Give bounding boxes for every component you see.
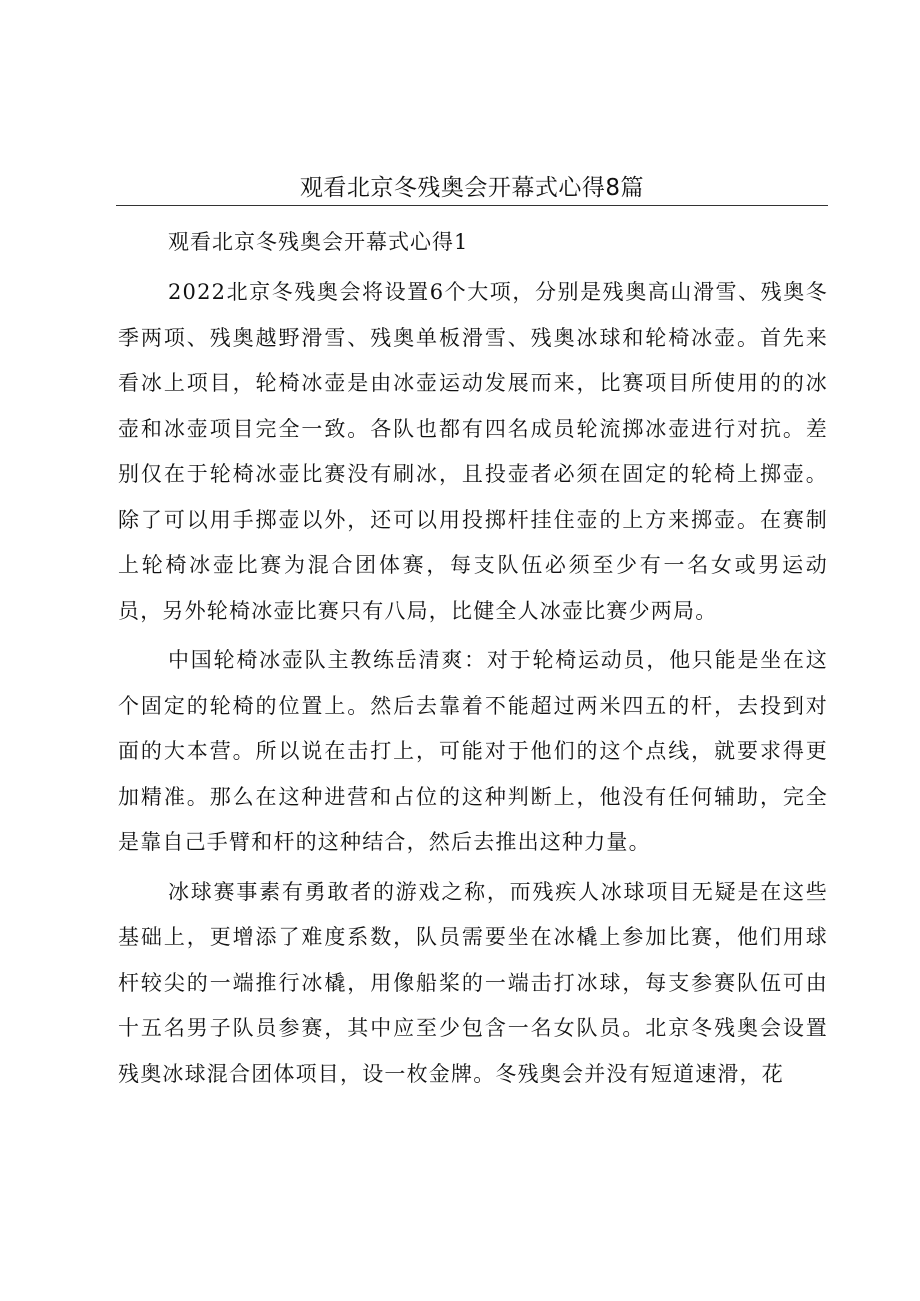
document-body	[118, 224, 828, 1097]
paragraph-3: 冰球赛事素有勇敢者的游戏之称，而残疾人冰球项目无疑是在这些基础上，更增添了难度系数，队员需要坐在冰橇上参加比赛，他们用球杆较尖的一端推行冰橇，用像船桨的一端击打冰球，每支参赛队伍可由十五名男子队员参赛，其中应至少包含一名女队员。北京冬残奥会设置残奥冰球混合团体项目，设一枚金牌。冬残奥会并没有短道速滑，花	[118, 879, 828, 1086]
paragraph-1: 2022北京冬残奥会将设置6个大项，分别是残奥高山滑雪、残奥冬季两项、残奥越野滑雪、残奥单板滑雪、残奥冰球和轮椅冰壶。首先来看冰上项目，轮椅冰壶是由冰壶运动发展而来，比赛项目所使用的的冰壶和冰壶项目完全一致。各队也都有四名成员轮流掷冰壶进行对抗。差别仅在于轮椅冰壶比赛没有刷冰，且投壶者必须在固定的轮椅上掷壶。除了可以用手掷壶以外，还可以用投掷杆挂住壶的上方来掷壶。在赛制上轮椅冰壶比赛为混合团体赛，每支队伍必须至少有一名女或男运动员，另外轮椅冰壶比赛只有八局，比健全人冰壶比赛少两局。	[118, 280, 828, 623]
title-divider	[116, 205, 828, 206]
document-title: 观看北京冬残奥会开幕式心得8篇	[299, 175, 645, 201]
section-heading: 观看北京冬残奥会开幕式心得1	[168, 230, 469, 254]
paragraph-2: 中国轮椅冰壶队主教练岳清爽：对于轮椅运动员，他只能是坐在这个固定的轮椅的位置上。然后去靠着不能超过两米四五的杆，去投到对面的大本营。所以说在击打上，可能对于他们的这个点线，就要求得更加精准。那么在这种进营和占位的这种判断上，他没有任何辅助，完全是靠自己手臂和杆的这种结合，然后去推出这种力量。	[118, 648, 828, 854]
